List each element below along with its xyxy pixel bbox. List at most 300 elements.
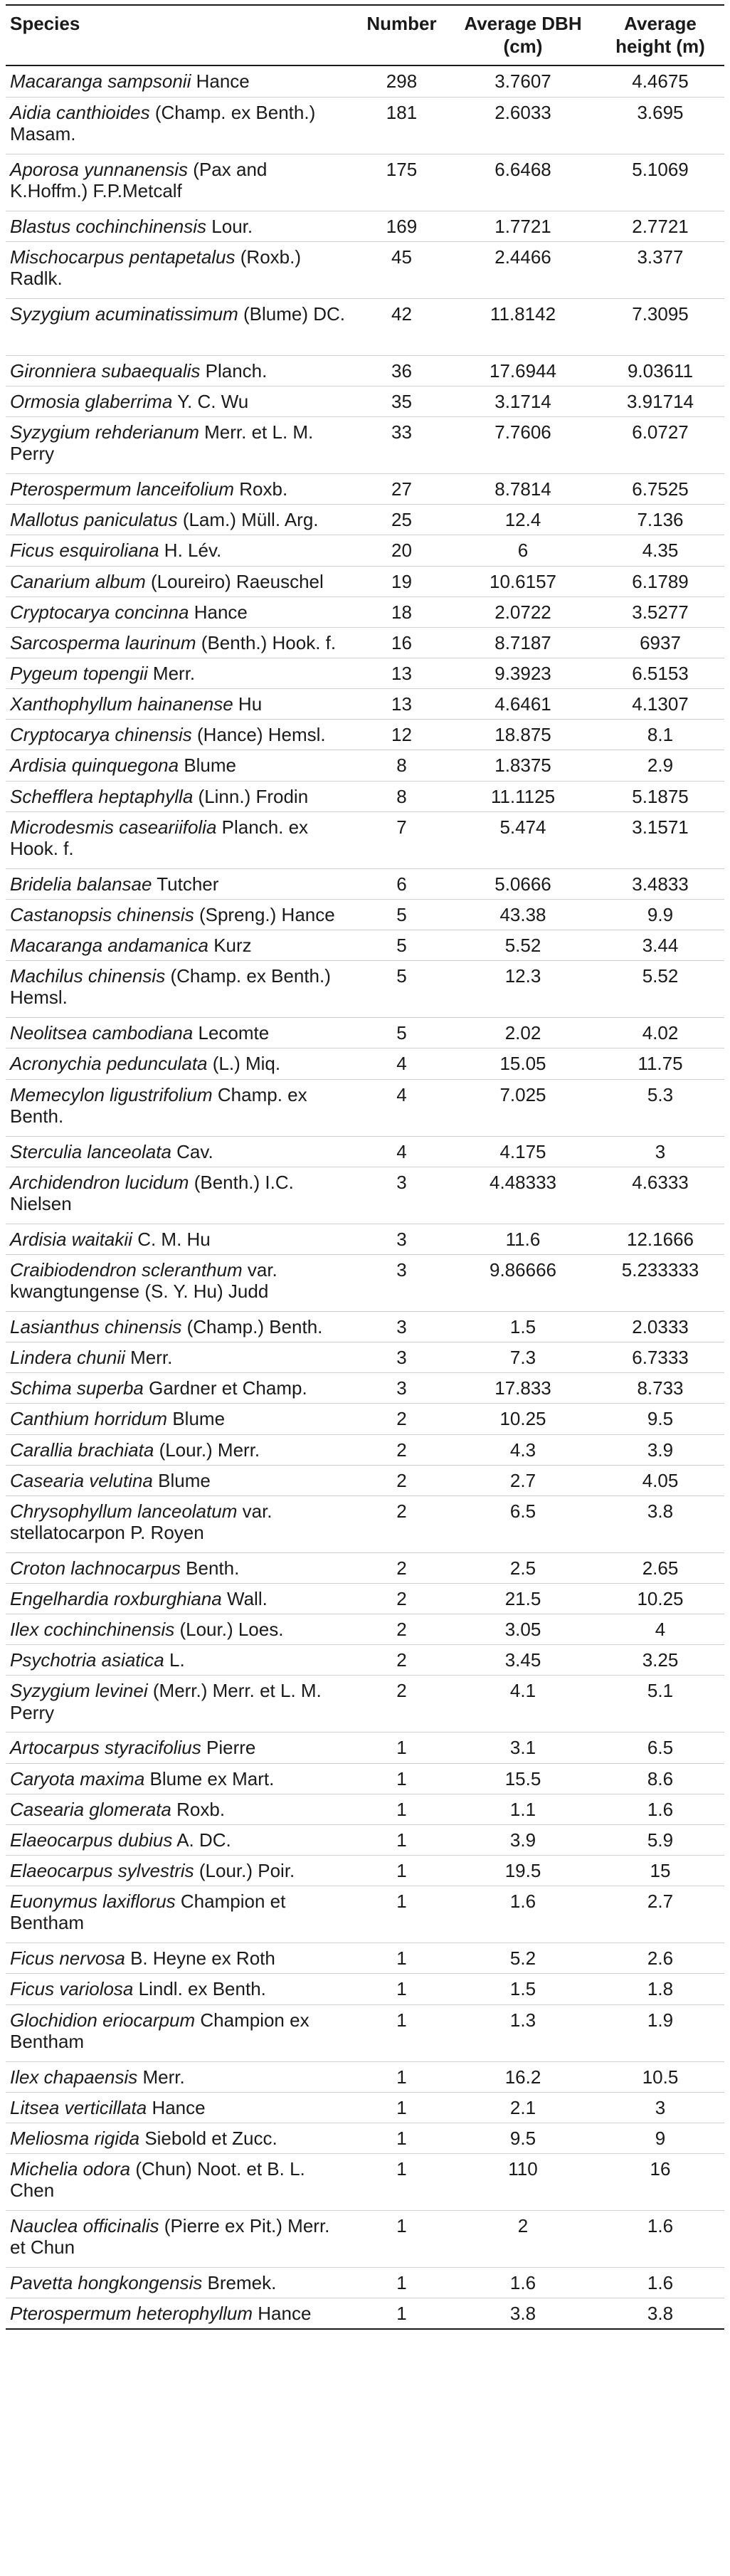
number-cell: 1: [354, 1763, 450, 1794]
species-cell: [6, 1886, 354, 1943]
species-authority: Lour.: [211, 215, 253, 237]
species-cell: [6, 1614, 354, 1645]
species-cell: [6, 1495, 354, 1552]
species-authority: Hu: [238, 693, 263, 715]
species-cell: [6, 417, 354, 474]
header-row: [6, 5, 724, 65]
species-cell: [6, 2004, 354, 2061]
avg-height-cell: 5.3: [596, 1079, 724, 1136]
species-cell: [6, 750, 354, 781]
species-authority: (Lour.) Loes.: [179, 1619, 284, 1641]
avg-dbh-cell: 9.86666: [450, 1254, 596, 1311]
species-authority: Hance: [196, 70, 250, 93]
table-row: [6, 2061, 724, 2092]
avg-height-cell: 9.9: [596, 899, 724, 930]
avg-height-cell: 3.4833: [596, 868, 724, 899]
species-cell: [6, 505, 354, 535]
table-row: [6, 2004, 724, 2061]
avg-height-cell: 5.1069: [596, 154, 724, 211]
avg-dbh-cell: 2.1: [450, 2092, 596, 2123]
species-cell: [6, 566, 354, 596]
number-cell: 2: [354, 1583, 450, 1614]
number-cell: 16: [354, 627, 450, 658]
table-row: [6, 2268, 724, 2298]
species-name: Neolitsea cambodiana: [10, 1022, 194, 1044]
number-cell: 169: [354, 211, 450, 241]
avg-height-cell: 4.1307: [596, 689, 724, 720]
species-name: Lasianthus chinensis: [10, 1315, 182, 1337]
avg-dbh-cell: 5.2: [450, 1943, 596, 1974]
species-cell: [6, 211, 354, 241]
species-name: Casearia velutina: [10, 1469, 153, 1491]
avg-dbh-cell: 1.8375: [450, 750, 596, 781]
species-cell: [6, 781, 354, 811]
species-authority: Merr. et L. M. Perry: [10, 421, 314, 465]
avg-height-cell: 3.25: [596, 1645, 724, 1676]
table-row: [6, 1254, 724, 1311]
number-cell: 1: [354, 1824, 450, 1855]
species-authority: (Spreng.) Hance: [199, 903, 335, 925]
number-cell: 1: [354, 1886, 450, 1943]
species-name: Gironniera subaequalis: [10, 359, 201, 382]
species-cell: [6, 97, 354, 154]
species-authority: Hance: [194, 601, 248, 623]
avg-dbh-cell: 12.4: [450, 505, 596, 535]
table-row: [6, 1856, 724, 1886]
number-cell: 2: [354, 1614, 450, 1645]
species-authority: Gardner et Champ.: [149, 1377, 307, 1399]
species-authority: Champion et Bentham: [10, 1891, 286, 1934]
species-authority: Merr.: [152, 663, 196, 684]
species-authority: Bremek.: [207, 2272, 277, 2293]
number-cell: 1: [354, 2211, 450, 2268]
table-row: [6, 1614, 724, 1645]
table-row: [6, 689, 724, 720]
avg-height-cell: 3.91714: [596, 386, 724, 416]
avg-height-cell: 2.0333: [596, 1311, 724, 1342]
number-cell: 2: [354, 1434, 450, 1465]
number-cell: 8: [354, 781, 450, 811]
species-cell: [6, 1824, 354, 1855]
number-cell: 3: [354, 1342, 450, 1373]
table-row: [6, 596, 724, 627]
species-name: Ormosia glaberrima: [10, 390, 173, 412]
species-authority: var. stellatocarpon P. Royen: [10, 1500, 273, 1543]
table-row: [6, 811, 724, 868]
species-cell: [6, 1583, 354, 1614]
species-name: Macaranga sampsonii: [10, 70, 191, 93]
species-cell: [6, 1943, 354, 1974]
avg-dbh-cell: 21.5: [450, 1583, 596, 1614]
species-authority: Merr.: [142, 2066, 185, 2088]
table-row: [6, 474, 724, 505]
number-cell: 1: [354, 2123, 450, 2153]
species-authority: Roxb.: [176, 1798, 226, 1820]
species-authority: (Champ.) Benth.: [186, 1315, 323, 1337]
species-cell: [6, 868, 354, 899]
table-row: [6, 1404, 724, 1434]
species-authority: (Lour.) Merr.: [159, 1439, 260, 1461]
avg-height-cell: 5.52: [596, 961, 724, 1018]
number-cell: 33: [354, 417, 450, 474]
table-row: [6, 566, 724, 596]
species-authority: L.: [169, 1649, 185, 1671]
avg-height-cell: 6.0727: [596, 417, 724, 474]
species-authority: Hance: [152, 2096, 206, 2118]
avg-dbh-cell: 10.25: [450, 1404, 596, 1434]
table-row: [6, 1048, 724, 1079]
number-cell: 18: [354, 596, 450, 627]
species-authority: Planch. ex Hook. f.: [10, 816, 309, 859]
species-cell: [6, 1167, 354, 1224]
header-species: Species: [6, 5, 354, 65]
table-row: [6, 1342, 724, 1373]
species-name: Nauclea officinalis: [10, 2215, 159, 2236]
species-name: Cryptocarya chinensis: [10, 724, 192, 746]
table-row: [6, 2298, 724, 2330]
species-name: Glochidion eriocarpum: [10, 2009, 196, 2031]
species-authority: (Benth.) I.C. Nielsen: [10, 1171, 294, 1214]
species-cell: [6, 1794, 354, 1824]
number-cell: 1: [354, 1856, 450, 1886]
number-cell: 2: [354, 1645, 450, 1676]
avg-height-cell: 6.7525: [596, 474, 724, 505]
species-cell: [6, 1434, 354, 1465]
species-cell: [6, 720, 354, 750]
avg-height-cell: 3.8: [596, 2298, 724, 2330]
table-row: [6, 1136, 724, 1167]
species-authority: A. DC.: [176, 1829, 231, 1851]
species-cell: [6, 627, 354, 658]
number-cell: 13: [354, 689, 450, 720]
species-cell: [6, 1733, 354, 1763]
avg-height-cell: 16: [596, 2154, 724, 2211]
avg-dbh-cell: 4.3: [450, 1434, 596, 1465]
avg-dbh-cell: 3.8: [450, 2298, 596, 2330]
avg-height-cell: 5.1: [596, 1676, 724, 1733]
number-cell: 1: [354, 1974, 450, 2004]
number-cell: 175: [354, 154, 450, 211]
avg-height-cell: 1.9: [596, 2004, 724, 2061]
species-name: Macaranga andamanica: [10, 935, 208, 957]
number-cell: 35: [354, 386, 450, 416]
species-name: Lindera chunii: [10, 1347, 125, 1369]
species-name: Castanopsis chinensis: [10, 903, 194, 925]
species-name: Ficus variolosa: [10, 1978, 134, 2000]
table-row: [6, 1943, 724, 1974]
number-cell: 8: [354, 750, 450, 781]
avg-height-cell: 2.65: [596, 1552, 724, 1583]
number-cell: 3: [354, 1224, 450, 1254]
avg-dbh-cell: 4.48333: [450, 1167, 596, 1224]
species-authority: Blume: [172, 1408, 226, 1430]
avg-dbh-cell: 5.52: [450, 930, 596, 961]
species-cell: [6, 689, 354, 720]
species-name: Mischocarpus pentapetalus: [10, 246, 236, 268]
avg-height-cell: 3.5277: [596, 596, 724, 627]
species-name: Syzygium levinei: [10, 1680, 148, 1702]
species-name: Sarcosperma laurinum: [10, 631, 196, 653]
avg-dbh-cell: 3.05: [450, 1614, 596, 1645]
number-cell: 1: [354, 1943, 450, 1974]
table-row: [6, 1676, 724, 1733]
avg-height-cell: 1.6: [596, 2268, 724, 2298]
table-row: [6, 298, 724, 355]
number-cell: 4: [354, 1079, 450, 1136]
table-row: [6, 1552, 724, 1583]
avg-dbh-cell: 11.8142: [450, 298, 596, 355]
avg-height-cell: 5.9: [596, 1824, 724, 1855]
avg-dbh-cell: 2.02: [450, 1018, 596, 1048]
table-row: [6, 1434, 724, 1465]
number-cell: 36: [354, 355, 450, 386]
table-row: [6, 1645, 724, 1676]
species-authority: Hance: [258, 2303, 312, 2325]
number-cell: 1: [354, 2004, 450, 2061]
header-avg-height: Average height (m): [596, 5, 724, 65]
species-name: Ficus esquiroliana: [10, 540, 159, 562]
avg-height-cell: 3: [596, 2092, 724, 2123]
avg-dbh-cell: 9.5: [450, 2123, 596, 2153]
species-cell: [6, 1645, 354, 1676]
table-header: [6, 5, 724, 65]
species-name: Archidendron lucidum: [10, 1171, 189, 1193]
avg-dbh-cell: 3.7607: [450, 65, 596, 97]
avg-height-cell: 6.5153: [596, 658, 724, 689]
avg-height-cell: 2.7: [596, 1886, 724, 1943]
table-row: [6, 961, 724, 1018]
avg-dbh-cell: 15.05: [450, 1048, 596, 1079]
species-name: Blastus cochinchinensis: [10, 215, 207, 237]
species-authority: (Linn.) Frodin: [198, 785, 309, 807]
species-cell: [6, 65, 354, 97]
number-cell: 3: [354, 1373, 450, 1404]
table-row: [6, 1886, 724, 1943]
avg-height-cell: 2.9: [596, 750, 724, 781]
species-authority: Kurz: [213, 935, 252, 957]
species-authority: (Champ. ex Benth.) Masam.: [10, 101, 316, 144]
species-name: Schima superba: [10, 1377, 144, 1399]
avg-height-cell: 6.5: [596, 1733, 724, 1763]
number-cell: 42: [354, 298, 450, 355]
number-cell: 2: [354, 1552, 450, 1583]
species-authority: (Lour.) Poir.: [199, 1860, 295, 1882]
table-row: [6, 2211, 724, 2268]
number-cell: 4: [354, 1136, 450, 1167]
table-row: [6, 658, 724, 689]
species-authority: Lindl. ex Benth.: [138, 1978, 266, 2000]
species-cell: [6, 2268, 354, 2298]
table-row: [6, 627, 724, 658]
number-cell: 5: [354, 961, 450, 1018]
avg-dbh-cell: 2.5: [450, 1552, 596, 1583]
number-cell: 27: [354, 474, 450, 505]
species-name: Michelia odora: [10, 2158, 131, 2180]
species-name: Carallia brachiata: [10, 1439, 154, 1461]
species-name: Ficus nervosa: [10, 1947, 125, 1970]
number-cell: 3: [354, 1311, 450, 1342]
species-name: Mallotus paniculatus: [10, 509, 178, 531]
table-row: [6, 97, 724, 154]
species-authority: (Pierre ex Pit.) Merr. et Chun: [10, 2215, 330, 2259]
species-name: Cryptocarya concinna: [10, 601, 189, 623]
species-authority: (Lam.) Müll. Arg.: [182, 509, 319, 531]
header-avg-dbh: Average DBH (cm): [450, 5, 596, 65]
avg-dbh-cell: 4.175: [450, 1136, 596, 1167]
avg-dbh-cell: 7.3: [450, 1342, 596, 1373]
species-authority: Tutcher: [157, 873, 219, 895]
species-cell: [6, 2298, 354, 2330]
number-cell: 1: [354, 1794, 450, 1824]
number-cell: 13: [354, 658, 450, 689]
species-authority: (Chun) Noot. et B. L. Chen: [10, 2158, 305, 2202]
avg-dbh-cell: 17.833: [450, 1373, 596, 1404]
species-name: Elaeocarpus dubius: [10, 1829, 173, 1851]
table-row: [6, 2154, 724, 2211]
avg-dbh-cell: 1.1: [450, 1794, 596, 1824]
table-row: [6, 355, 724, 386]
avg-dbh-cell: 5.474: [450, 811, 596, 868]
number-cell: 1: [354, 1733, 450, 1763]
table-row: [6, 1311, 724, 1342]
species-authority: (Merr.) Merr. et L. M. Perry: [10, 1680, 322, 1723]
avg-height-cell: 9: [596, 2123, 724, 2153]
species-name: Craibiodendron scleranthum: [10, 1258, 243, 1281]
avg-dbh-cell: 17.6944: [450, 355, 596, 386]
avg-height-cell: 5.1875: [596, 781, 724, 811]
species-name: Ilex cochinchinensis: [10, 1619, 175, 1641]
species-name: Ilex chapaensis: [10, 2066, 138, 2088]
species-name: Artocarpus styracifolius: [10, 1737, 201, 1759]
number-cell: 20: [354, 535, 450, 566]
avg-height-cell: 4.02: [596, 1018, 724, 1048]
species-authority: Blume: [158, 1469, 211, 1491]
avg-height-cell: 12.1666: [596, 1224, 724, 1254]
species-cell: [6, 961, 354, 1018]
avg-dbh-cell: 1.5: [450, 1974, 596, 2004]
table-row: [6, 1733, 724, 1763]
avg-dbh-cell: 3.9: [450, 1824, 596, 1855]
table-row: [6, 241, 724, 298]
table-row: [6, 1465, 724, 1495]
species-cell: [6, 154, 354, 211]
number-cell: 2: [354, 1404, 450, 1434]
avg-dbh-cell: 7.025: [450, 1079, 596, 1136]
species-name: Syzygium rehderianum: [10, 421, 199, 443]
avg-height-cell: 2.7721: [596, 211, 724, 241]
table-row: [6, 154, 724, 211]
species-cell: [6, 1856, 354, 1886]
species-authority: Merr.: [130, 1347, 173, 1369]
table-row: [6, 65, 724, 97]
avg-height-cell: 4.35: [596, 535, 724, 566]
avg-height-cell: 3: [596, 1136, 724, 1167]
number-cell: 3: [354, 1167, 450, 1224]
species-name: Pterospermum lanceifolium: [10, 478, 235, 500]
avg-dbh-cell: 2.7: [450, 1465, 596, 1495]
species-authority: Siebold et Zucc.: [144, 2127, 277, 2149]
species-authority: (L.) Miq.: [212, 1053, 281, 1075]
species-cell: [6, 1974, 354, 2004]
avg-height-cell: 8.6: [596, 1763, 724, 1794]
avg-height-cell: 6.1789: [596, 566, 724, 596]
table-row: [6, 720, 724, 750]
species-name: Ardisia quinquegona: [10, 755, 179, 777]
avg-dbh-cell: 11.6: [450, 1224, 596, 1254]
avg-dbh-cell: 2.6033: [450, 97, 596, 154]
species-authority: (Roxb.) Radlk.: [10, 246, 302, 289]
species-name: Aporosa yunnanensis: [10, 158, 189, 180]
number-cell: 298: [354, 65, 450, 97]
number-cell: 45: [354, 241, 450, 298]
avg-dbh-cell: 6: [450, 535, 596, 566]
species-authority: Lecomte: [198, 1022, 270, 1044]
species-table: [6, 4, 724, 2330]
species-name: Aidia canthioides: [10, 101, 150, 123]
number-cell: 5: [354, 899, 450, 930]
species-name: Syzygium acuminatissimum: [10, 303, 238, 325]
table-row: [6, 1824, 724, 1855]
species-cell: [6, 2061, 354, 2092]
avg-height-cell: 10.5: [596, 2061, 724, 2092]
table-row: [6, 868, 724, 899]
species-cell: [6, 2154, 354, 2211]
avg-dbh-cell: 5.0666: [450, 868, 596, 899]
avg-height-cell: 9.03611: [596, 355, 724, 386]
species-cell: [6, 2092, 354, 2123]
avg-height-cell: 3.377: [596, 241, 724, 298]
number-cell: 3: [354, 1254, 450, 1311]
avg-height-cell: 11.75: [596, 1048, 724, 1079]
avg-dbh-cell: 1.6: [450, 1886, 596, 1943]
species-authority: Champion ex Bentham: [10, 2009, 310, 2052]
table-row: [6, 211, 724, 241]
species-cell: [6, 1342, 354, 1373]
table-row: [6, 1974, 724, 2004]
number-cell: 2: [354, 1495, 450, 1552]
species-name: Canarium album: [10, 570, 146, 592]
avg-dbh-cell: 6.5: [450, 1495, 596, 1552]
species-name: Pavetta hongkongensis: [10, 2272, 203, 2293]
species-name: Machilus chinensis: [10, 965, 166, 987]
species-name: Canthium horridum: [10, 1408, 168, 1430]
table-row: [6, 505, 724, 535]
species-cell: [6, 386, 354, 416]
species-name: Memecylon ligustrifolium: [10, 1083, 213, 1105]
species-name: Pterospermum heterophyllum: [10, 2303, 253, 2325]
species-cell: [6, 1552, 354, 1583]
species-name: Engelhardia roxburghiana: [10, 1587, 222, 1609]
table-row: [6, 750, 724, 781]
species-name: Meliosma rigida: [10, 2127, 140, 2149]
species-cell: [6, 1254, 354, 1311]
avg-dbh-cell: 12.3: [450, 961, 596, 1018]
avg-dbh-cell: 1.6: [450, 2268, 596, 2298]
avg-dbh-cell: 11.1125: [450, 781, 596, 811]
species-cell: [6, 2211, 354, 2268]
avg-height-cell: 6.7333: [596, 1342, 724, 1373]
number-cell: 1: [354, 2268, 450, 2298]
species-cell: [6, 811, 354, 868]
table-row: [6, 1583, 724, 1614]
species-cell: [6, 1136, 354, 1167]
species-name: Caryota maxima: [10, 1767, 145, 1789]
table-row: [6, 930, 724, 961]
number-cell: 1: [354, 2061, 450, 2092]
species-cell: [6, 241, 354, 298]
avg-height-cell: 15: [596, 1856, 724, 1886]
avg-dbh-cell: 3.1714: [450, 386, 596, 416]
